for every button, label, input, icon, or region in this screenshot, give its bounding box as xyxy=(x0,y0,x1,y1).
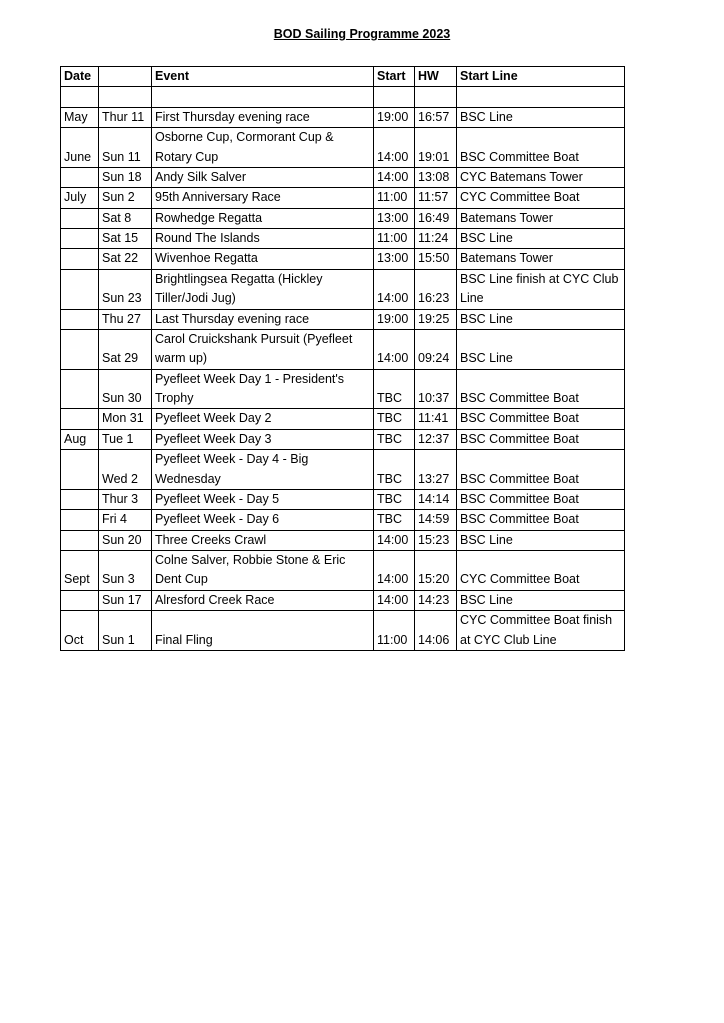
cell-event: Colne Salver, Robbie Stone & Eric Dent Cup xyxy=(152,551,374,591)
header-hw: HW xyxy=(415,67,457,87)
header-start-line: Start Line xyxy=(457,67,625,87)
table-row xyxy=(61,229,625,249)
cell-start: TBC xyxy=(374,450,415,490)
cell-hw: 16:23 xyxy=(415,269,457,309)
cell-event: Pyefleet Week Day 2 xyxy=(152,409,374,429)
cell-start: 19:00 xyxy=(374,309,415,329)
table-row xyxy=(61,510,625,530)
cell-event: Pyefleet Week Day 1 - President's Trophy xyxy=(152,369,374,409)
cell-event: Pyefleet Week - Day 5 xyxy=(152,489,374,509)
cell-event: Final Fling xyxy=(152,611,374,651)
cell-month: Oct xyxy=(61,611,99,651)
cell-hw: 16:57 xyxy=(415,107,457,127)
cell-start xyxy=(374,87,415,107)
cell-start: 14:00 xyxy=(374,590,415,610)
table-row xyxy=(61,87,625,107)
cell-line: CYC Committee Boat xyxy=(457,188,625,208)
cell-line: BSC Committee Boat xyxy=(457,409,625,429)
cell-day: Sun 23 xyxy=(99,269,152,309)
cell-line: BSC Line xyxy=(457,309,625,329)
cell-month xyxy=(61,208,99,228)
cell-hw: 09:24 xyxy=(415,329,457,369)
cell-day: Sat 22 xyxy=(99,249,152,269)
cell-start: 14:00 xyxy=(374,329,415,369)
table-row xyxy=(61,309,625,329)
cell-day: Sun 30 xyxy=(99,369,152,409)
cell-month xyxy=(61,249,99,269)
table-row xyxy=(61,530,625,550)
table-row xyxy=(61,269,625,309)
cell-month: May xyxy=(61,107,99,127)
cell-day: Sun 3 xyxy=(99,551,152,591)
cell-month: Aug xyxy=(61,429,99,449)
cell-line: CYC Committee Boat finish at CYC Club Line xyxy=(457,611,625,651)
cell-start: 13:00 xyxy=(374,249,415,269)
cell-event: Last Thursday evening race xyxy=(152,309,374,329)
cell-line: BSC Committee Boat xyxy=(457,489,625,509)
cell-month xyxy=(61,510,99,530)
cell-event: First Thursday evening race xyxy=(152,107,374,127)
cell-line: BSC Committee Boat xyxy=(457,510,625,530)
cell-line: Batemans Tower xyxy=(457,249,625,269)
cell-event: Three Creeks Crawl xyxy=(152,530,374,550)
table-row xyxy=(61,107,625,127)
table-row xyxy=(61,590,625,610)
cell-month xyxy=(61,229,99,249)
cell-hw: 14:14 xyxy=(415,489,457,509)
table-row xyxy=(61,188,625,208)
programme-table xyxy=(60,66,625,651)
cell-line: BSC Line xyxy=(457,530,625,550)
cell-month xyxy=(61,167,99,187)
cell-event: Pyefleet Week - Day 4 - Big Wednesday xyxy=(152,450,374,490)
cell-hw: 10:37 xyxy=(415,369,457,409)
cell-start: 19:00 xyxy=(374,107,415,127)
cell-month xyxy=(61,489,99,509)
table-row xyxy=(61,249,625,269)
cell-line: BSC Line xyxy=(457,107,625,127)
cell-hw: 13:08 xyxy=(415,167,457,187)
cell-month xyxy=(61,87,99,107)
cell-hw: 15:23 xyxy=(415,530,457,550)
cell-hw: 15:50 xyxy=(415,249,457,269)
cell-month xyxy=(61,369,99,409)
header-day xyxy=(99,67,152,87)
cell-start: 11:00 xyxy=(374,229,415,249)
cell-month xyxy=(61,269,99,309)
cell-month xyxy=(61,329,99,369)
cell-start: 13:00 xyxy=(374,208,415,228)
cell-day: Sun 17 xyxy=(99,590,152,610)
cell-day: Sun 1 xyxy=(99,611,152,651)
cell-hw: 14:59 xyxy=(415,510,457,530)
cell-hw: 12:37 xyxy=(415,429,457,449)
cell-hw: 13:27 xyxy=(415,450,457,490)
cell-month: July xyxy=(61,188,99,208)
cell-day: Mon 31 xyxy=(99,409,152,429)
cell-line: CYC Batemans Tower xyxy=(457,167,625,187)
cell-line: BSC Line xyxy=(457,229,625,249)
cell-month xyxy=(61,530,99,550)
cell-month xyxy=(61,450,99,490)
cell-line: Batemans Tower xyxy=(457,208,625,228)
cell-month xyxy=(61,590,99,610)
cell-day: Thu 27 xyxy=(99,309,152,329)
cell-hw: 11:41 xyxy=(415,409,457,429)
cell-month: Sept xyxy=(61,551,99,591)
cell-day: Sat 15 xyxy=(99,229,152,249)
cell-line: BSC Line xyxy=(457,329,625,369)
table-row xyxy=(61,450,625,490)
cell-line: BSC Committee Boat xyxy=(457,429,625,449)
cell-line: BSC Committee Boat xyxy=(457,369,625,409)
cell-start: 14:00 xyxy=(374,551,415,591)
header-event: Event xyxy=(152,67,374,87)
cell-start: 11:00 xyxy=(374,188,415,208)
cell-day: Wed 2 xyxy=(99,450,152,490)
cell-start: TBC xyxy=(374,510,415,530)
cell-day: Sat 29 xyxy=(99,329,152,369)
table-row xyxy=(61,429,625,449)
cell-day: Thur 11 xyxy=(99,107,152,127)
cell-day: Sat 8 xyxy=(99,208,152,228)
cell-event: Pyefleet Week Day 3 xyxy=(152,429,374,449)
cell-event: Brightlingsea Regatta (Hickley Tiller/Jodi Jug) xyxy=(152,269,374,309)
cell-start: TBC xyxy=(374,489,415,509)
cell-line: BSC Committee Boat xyxy=(457,450,625,490)
cell-month xyxy=(61,309,99,329)
table-row xyxy=(61,208,625,228)
cell-event: Rowhedge Regatta xyxy=(152,208,374,228)
cell-start: TBC xyxy=(374,429,415,449)
cell-hw: 19:25 xyxy=(415,309,457,329)
table-row xyxy=(61,551,625,591)
cell-day: Thur 3 xyxy=(99,489,152,509)
cell-event: Pyefleet Week - Day 6 xyxy=(152,510,374,530)
cell-hw: 19:01 xyxy=(415,128,457,168)
cell-hw: 14:06 xyxy=(415,611,457,651)
cell-day: Fri 4 xyxy=(99,510,152,530)
cell-month: June xyxy=(61,128,99,168)
cell-event: Alresford Creek Race xyxy=(152,590,374,610)
cell-start: 11:00 xyxy=(374,611,415,651)
cell-line: CYC Committee Boat xyxy=(457,551,625,591)
document-title: BOD Sailing Programme 2023 xyxy=(273,27,451,41)
cell-day xyxy=(99,87,152,107)
cell-day: Sun 20 xyxy=(99,530,152,550)
cell-start: TBC xyxy=(374,369,415,409)
cell-hw: 14:23 xyxy=(415,590,457,610)
cell-event: Carol Cruickshank Pursuit (Pyefleet warm up) xyxy=(152,329,374,369)
cell-line: BSC Line finish at CYC Club Line xyxy=(457,269,625,309)
cell-line: BSC Committee Boat xyxy=(457,128,625,168)
cell-hw: 16:49 xyxy=(415,208,457,228)
table-row xyxy=(61,489,625,509)
cell-hw: 15:20 xyxy=(415,551,457,591)
cell-event: Andy Silk Salver xyxy=(152,167,374,187)
cell-start: TBC xyxy=(374,409,415,429)
cell-hw: 11:57 xyxy=(415,188,457,208)
table-row xyxy=(61,167,625,187)
table-row xyxy=(61,329,625,369)
cell-day: Sun 18 xyxy=(99,167,152,187)
cell-event: 95th Anniversary Race xyxy=(152,188,374,208)
table-row xyxy=(61,409,625,429)
cell-event: Osborne Cup, Cormorant Cup & Rotary Cup xyxy=(152,128,374,168)
cell-hw: 11:24 xyxy=(415,229,457,249)
table-row xyxy=(61,128,625,168)
cell-start: 14:00 xyxy=(374,167,415,187)
cell-hw xyxy=(415,87,457,107)
cell-start: 14:00 xyxy=(374,128,415,168)
cell-event: Wivenhoe Regatta xyxy=(152,249,374,269)
header-start: Start xyxy=(374,67,415,87)
cell-line xyxy=(457,87,625,107)
cell-day: Sun 11 xyxy=(99,128,152,168)
cell-start: 14:00 xyxy=(374,269,415,309)
cell-month xyxy=(61,409,99,429)
table-row xyxy=(61,369,625,409)
cell-event: Round The Islands xyxy=(152,229,374,249)
table-row xyxy=(61,611,625,651)
cell-day: Tue 1 xyxy=(99,429,152,449)
cell-start: 14:00 xyxy=(374,530,415,550)
cell-event xyxy=(152,87,374,107)
header-row xyxy=(61,67,625,87)
header-date: Date xyxy=(61,67,99,87)
cell-day: Sun 2 xyxy=(99,188,152,208)
cell-line: BSC Line xyxy=(457,590,625,610)
